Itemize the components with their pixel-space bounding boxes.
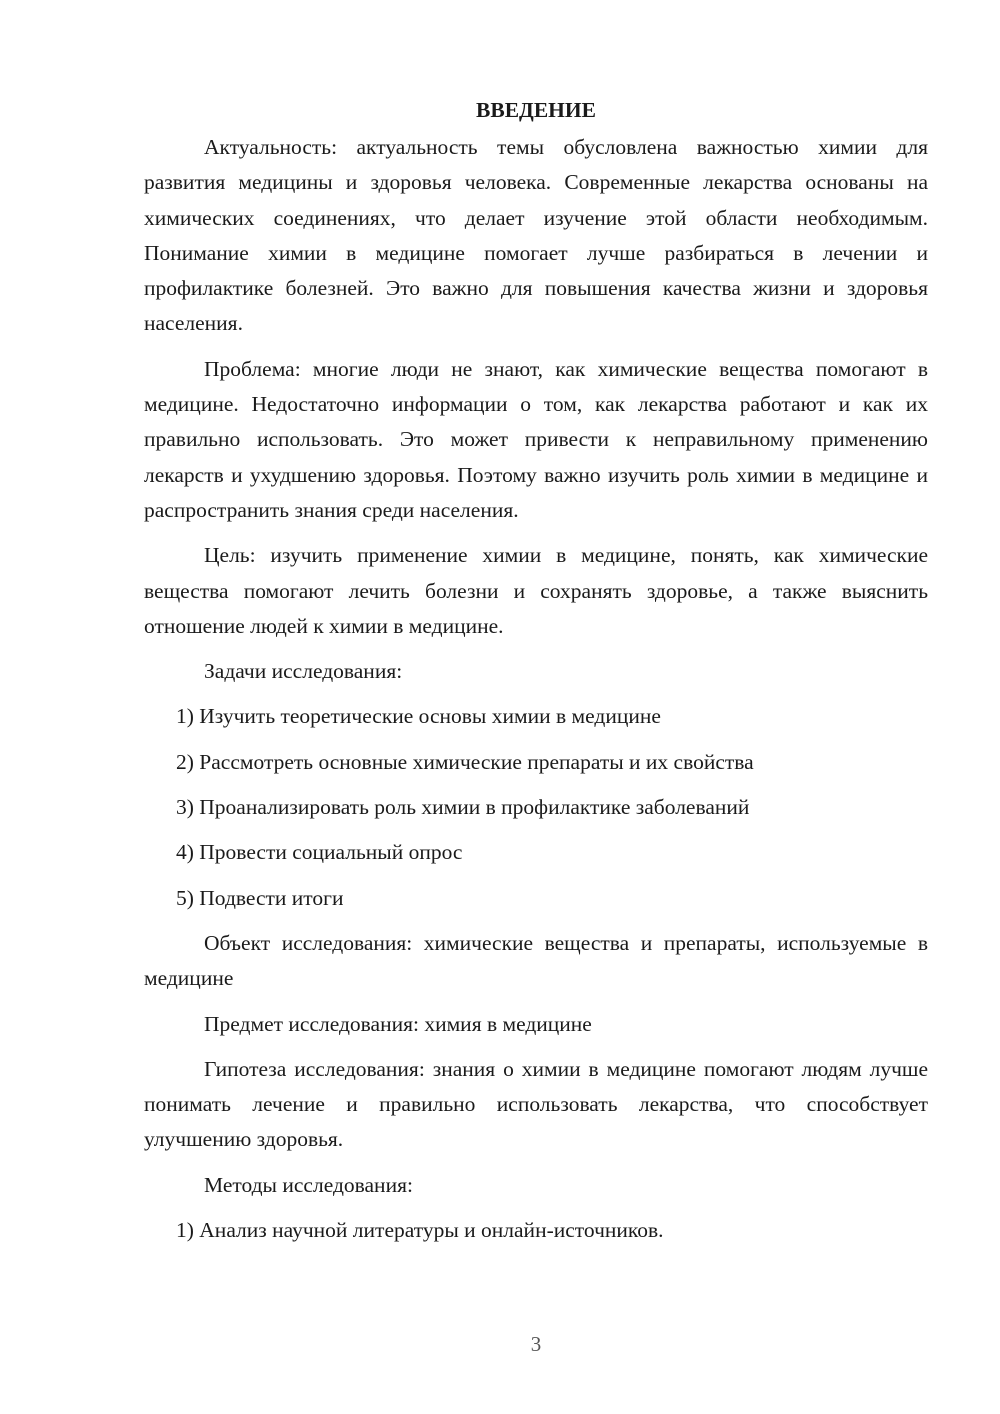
list-item: 2) Рассмотреть основные химические препараты и их свойства [176,749,754,774]
goal-paragraph: Цель: изучить применение химии в медицине, понять, как химические вещества помогают лечить болезни и сохранять здоровье, а также выяснить отношение людей к химии в медицине. [144,543,928,638]
methods-heading: Методы исследования: [204,1172,413,1197]
document-body [144,92,928,1258]
tasks-list [144,699,928,915]
list-item: 1) Изучить теоретические основы химии в медицине [176,704,661,729]
hypothesis-paragraph: Гипотеза исследования: знания о химии в медицине помогают людям лучше понимать лечение и правильно использовать лекарства, что способствует улучшению здоровья. [144,1056,928,1152]
list-item: 4) Провести социальный опрос [176,840,463,865]
subject-paragraph: Предмет исследования: химия в медицине [204,1011,592,1036]
problem-paragraph: Проблема: многие люди не знают, как химические вещества помогают в медицине. Недостаточно информации о том, как лекарства работают и как их правильно использовать. Это может привести к неправильному применению лекарств и ухудшению здоровья. Поэтому важно изучить роль химии в медицине и распространить знания среди населения. [144,356,928,522]
page-number: 3 [530,1332,542,1356]
list-item: 3) Проанализировать роль химии в профилактике заболеваний [176,795,750,820]
methods-list [144,1213,928,1248]
page-title: ВВЕДЕНИЕ [476,98,596,122]
list-item: 1) Анализ научной литературы и онлайн-источников. [176,1218,664,1243]
object-paragraph: Объект исследования: химические вещества и препараты, используемые в медицине [144,930,928,991]
tasks-heading: Задачи исследования: [204,659,403,684]
relevance-paragraph: Актуальность: актуальность темы обусловлена важностью химии для развития медицины и здоровья человека. Современные лекарства основаны на химических соединениях, что делает изучение этой области необходимым. Понимание химии в медицине помогает лучше разбираться в лечении и профилактике болезней. Это важно для повышения качества жизни и здоровья населения. [144,135,928,336]
list-item: 5) Подвести итоги [176,885,344,910]
